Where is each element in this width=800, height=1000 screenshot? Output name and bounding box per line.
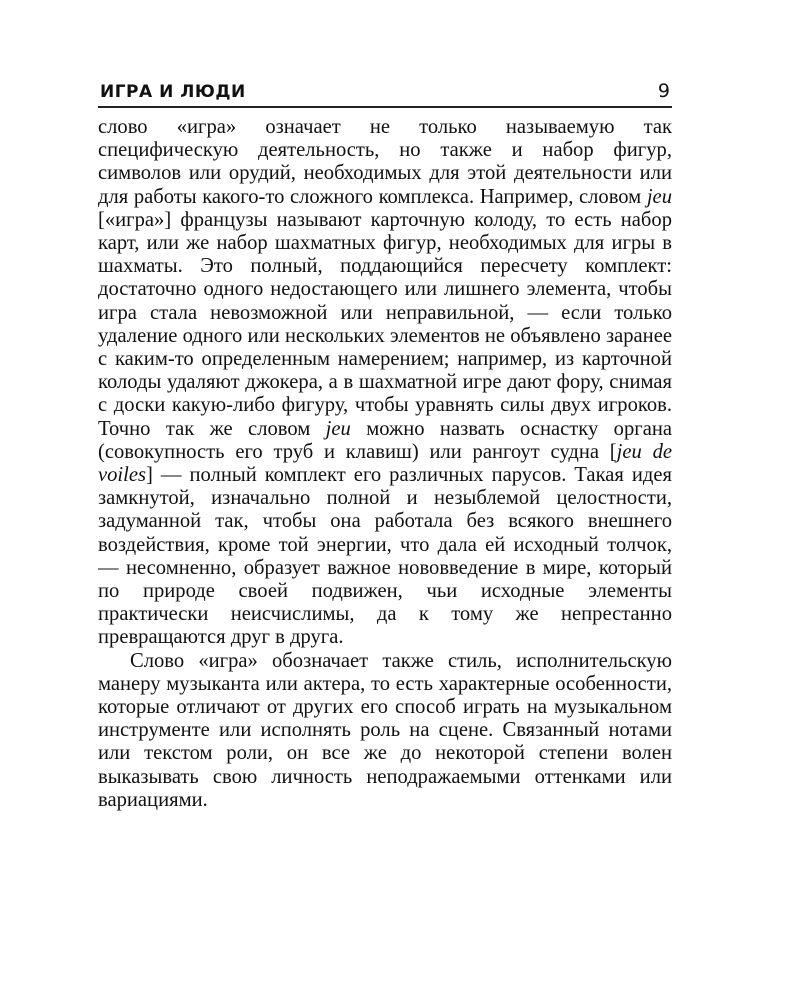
italic-term: jeu [325,417,351,440]
running-header [98,80,672,108]
text-run: [«игра»] французы называют карточную колоду, то есть набор карт, или же набор шахматных фигур, необходимых для игры в шахматы. Это полный, поддающийся пересчету комплект: достаточно одного недостающего или лишнего элемента, чтобы игра стала невозможной или неправильной, — если только удаление одного или нескольких элементов не объявлено заранее с каким-то определенным намерением; например, из карточной колоды удаляют джокера, а в шахматной игре дают фору, снимая с доски какую-либо фигуру, чтобы уравнять силы двух игроков. Точно так же словом [98,208,672,440]
paragraph-2: Слово «игра» обозначает также стиль, исполнительскую манеру музыканта или актера, то есть характерные особенности, которые отличают от других его способ играть на музыкальном инструменте или исполнять роль на сцене. Связанный нотами или текстом роли, он все же до некоторой степени волен выказывать свою личность неподражаемыми оттенками или вариациями. [98,649,672,811]
paragraph-1 [98,116,672,650]
text-run: можно назвать оснастку органа (совокупность его труб и клавиш) или рангоут судна [ [98,417,672,463]
chapter-title: ИГРА И ЛЮДИ [100,82,246,102]
italic-term: jeu [646,185,672,208]
body-text [98,116,672,812]
italic-term: jeu de voiles [98,440,673,487]
text-run: ] — полный комплект его различных парусов. Такая идея замкнутой, изначально полной и незыблемой целостности, задуманной так, чтобы она работала без всякого внешнего воздействия, кроме той энергии, что дала ей исходный толчок, — несомненно, образует важное нововведение в мире, который по природе своей подвижен, чьи исходные элементы практически неисчислимы, да к тому же непрестанно превращаются друг в друга. [98,464,672,649]
book-page [98,80,672,812]
page-number: 9 [657,80,670,102]
text-run: слово «игра» означает не только называемую так специфическую деятельность, но также и набор фигур, символов или орудий, необходимых для этой деятельности или для работы какого-то сложного комплекса. Например, словом [98,116,672,208]
